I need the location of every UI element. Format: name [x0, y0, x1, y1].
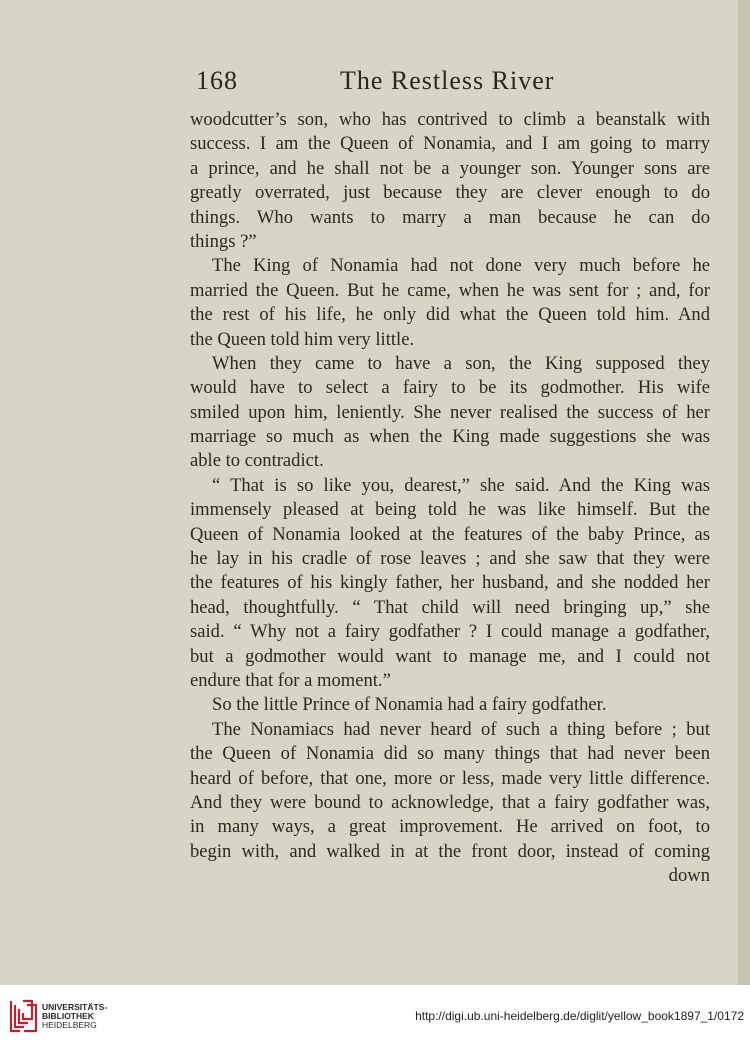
page-number: 168: [196, 66, 238, 95]
text-line: heard of before, that one, more or less, made very little difference.: [190, 767, 710, 789]
text-line: but a godmother would want to manage me, and I could not: [190, 645, 710, 667]
text-line: immensely pleased at being told he was like himself. But the: [190, 499, 710, 521]
body-text: [190, 108, 710, 889]
text-line: head, thoughtfully. “ That child will need bringing up,” she: [190, 596, 710, 618]
text-line: a prince, and he shall not be a younger son. Younger sons are: [190, 157, 710, 179]
text-line: marriage so much as when the King made suggestions she was: [190, 426, 710, 448]
page-edge: [738, 0, 750, 985]
text-line: would have to select a fairy to be its godmother. His wife: [190, 377, 710, 399]
text-line: said. “ Why not a fairy godfather ? I could manage a godfather,: [190, 621, 710, 643]
text-line: things ?”: [190, 230, 257, 252]
page-header: [196, 66, 708, 98]
text-line: the rest of his life, he only did what the Queen told him. And: [190, 304, 710, 326]
text-line: the Queen of Nonamia did so many things that had never been: [190, 743, 710, 765]
text-line: things. Who wants to marry a man because he can do: [190, 206, 710, 228]
text-line: And they were bound to acknowledge, that a fairy godfather was,: [190, 791, 710, 813]
text-line: married the Queen. But he came, when he was sent for ; and, for: [190, 279, 710, 301]
library-logo-icon: [8, 995, 38, 1035]
source-url-link[interactable]: http://digi.ub.uni-heidelberg.de/diglit/yellow_book1897_1/0172: [415, 1009, 744, 1023]
footer-bar: [0, 985, 750, 1045]
text-line: Queen of Nonamia looked at the features of the baby Prince, as: [190, 523, 710, 545]
text-line: begin with, and walked in at the front door, instead of coming: [190, 840, 710, 862]
text-line: When they came to have a son, the King supposed they: [212, 352, 710, 374]
text-line: able to contradict.: [190, 450, 324, 472]
library-name-line-3: HEIDELBERG: [42, 1020, 97, 1030]
text-line: The King of Nonamia had not done very much before he: [212, 255, 710, 277]
text-line: the Queen told him very little.: [190, 328, 415, 350]
library-name-line-2: BIBLIOTHEK: [42, 1011, 94, 1021]
text-line: endure that for a moment.”: [190, 669, 391, 691]
catchword: down: [668, 865, 710, 887]
text-line: smiled upon him, leniently. She never realised the success of her: [190, 401, 710, 423]
text-line: woodcutter’s son, who has contrived to climb a beanstalk with: [190, 109, 710, 130]
library-logo[interactable]: [8, 993, 128, 1037]
text-line: “ That is so like you, dearest,” she said. And the King was: [212, 474, 710, 496]
text-line: success. I am the Queen of Nonamia, and I am going to marry: [190, 133, 710, 155]
text-line: he lay in his cradle of rose leaves ; and she saw that they were: [190, 548, 710, 570]
text-line: the features of his kingly father, her husband, and she nodded her: [190, 572, 710, 594]
running-title: The Restless River: [340, 66, 555, 95]
text-line: So the little Prince of Nonamia had a fairy godfather.: [212, 694, 607, 716]
text-line: The Nonamiacs had never heard of such a thing before ; but: [212, 718, 710, 740]
text-line: greatly overrated, just because they are clever enough to do: [190, 182, 710, 204]
text-line: in many ways, a great improvement. He arrived on foot, to: [190, 816, 710, 838]
library-name-line-1: UNIVERSITÄTS-: [42, 1002, 108, 1012]
